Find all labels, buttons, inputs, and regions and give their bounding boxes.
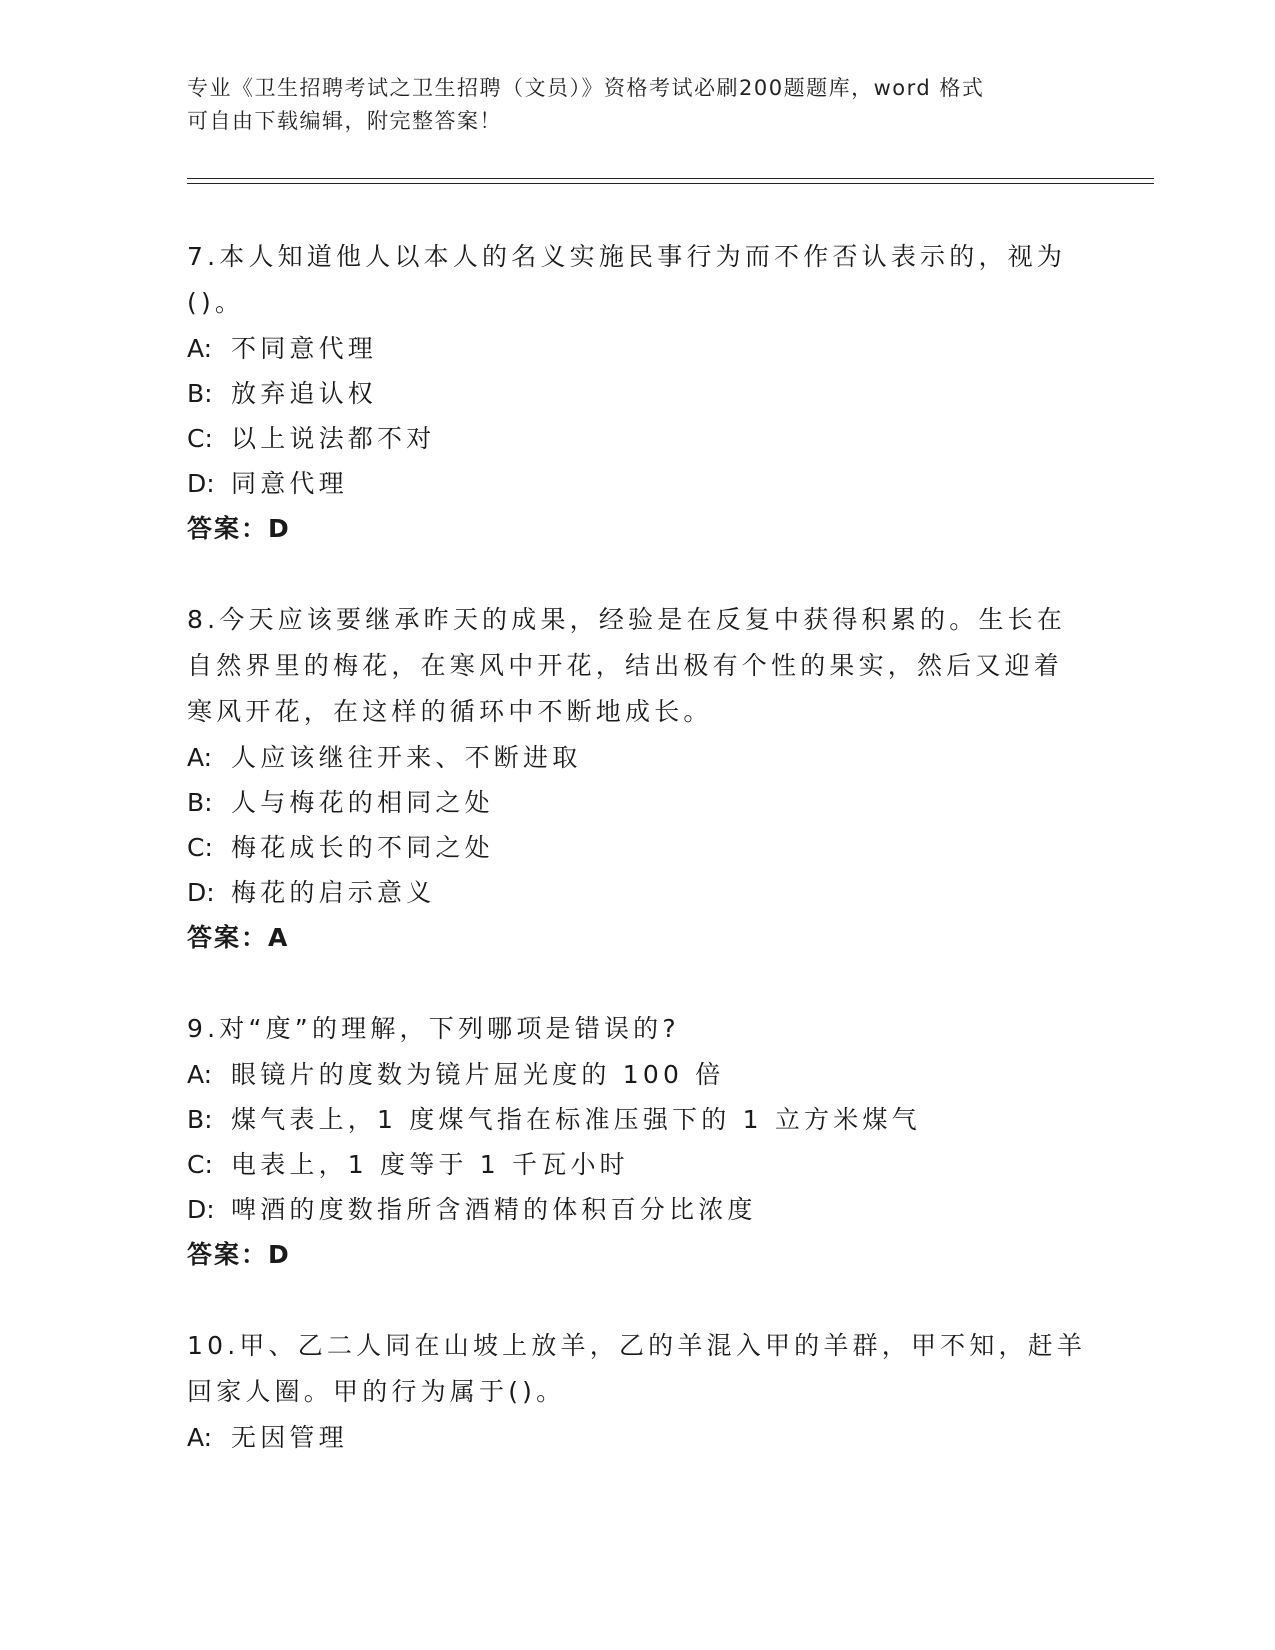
option-letter: A: — [187, 334, 213, 363]
option-d — [187, 1187, 1087, 1232]
option-letter: D: — [187, 1195, 215, 1224]
option-text: 眼镜片的度数为镜片屈光度的 100 倍 — [231, 1060, 725, 1089]
option-text: 煤气表上，1 度煤气指在标准压强下的 1 立方米煤气 — [231, 1105, 921, 1134]
option-d — [187, 870, 1087, 915]
header-line-2: 可自由下载编辑，附完整答案！ — [187, 109, 502, 133]
option-text: 以上说法都不对 — [231, 424, 436, 453]
option-b — [187, 780, 1087, 825]
answer: 答案：A — [187, 923, 290, 952]
option-text: 梅花成长的不同之处 — [231, 833, 494, 862]
option-letter: A: — [187, 743, 213, 772]
question-text: 9.对“度”的理解，下列哪项是错误的? — [187, 1014, 680, 1043]
answer: 答案：D — [187, 1240, 291, 1269]
option-c — [187, 825, 1087, 870]
header-divider-bottom — [187, 183, 1154, 184]
option-letter: C: — [187, 424, 213, 453]
option-b — [187, 371, 1087, 416]
option-text: 人应该继往开来、不断进取 — [231, 743, 582, 772]
option-letter: B: — [187, 788, 213, 817]
option-text: 无因管理 — [231, 1423, 348, 1452]
question-text: 10.甲、乙二人同在山坡上放羊，乙的羊混入甲的羊群，甲不知，赶羊回家人圈。甲的行为属于()。 — [187, 1331, 1087, 1406]
option-text: 啤酒的度数指所含酒精的体积百分比浓度 — [231, 1195, 757, 1224]
option-a — [187, 1415, 1087, 1460]
question-8 — [187, 597, 1087, 961]
option-b — [187, 1097, 1087, 1142]
header-divider-top — [187, 178, 1154, 179]
option-text: 电表上，1 度等于 1 千瓦小时 — [231, 1150, 629, 1179]
option-a — [187, 735, 1087, 780]
question-text: 7.本人知道他人以本人的名义实施民事行为而不作否认表示的，视为()。 — [187, 242, 1067, 317]
option-a — [187, 1052, 1087, 1097]
header-line-1: 专业《卫生招聘考试之卫生招聘（文员）》资格考试必刷200题题库，word 格式 — [187, 76, 985, 100]
question-list — [187, 234, 1087, 1505]
option-text: 放弃追认权 — [231, 379, 378, 408]
option-text: 同意代理 — [231, 469, 348, 498]
option-text: 梅花的启示意义 — [231, 878, 436, 907]
question-7 — [187, 234, 1087, 552]
question-9 — [187, 1006, 1087, 1278]
answer: 答案：D — [187, 514, 291, 543]
document-header — [187, 72, 1067, 138]
option-d — [187, 461, 1087, 506]
option-letter: D: — [187, 878, 215, 907]
option-letter: D: — [187, 469, 215, 498]
option-text: 不同意代理 — [231, 334, 378, 363]
option-a — [187, 326, 1087, 371]
question-10 — [187, 1323, 1087, 1460]
option-letter: B: — [187, 1105, 213, 1134]
option-c — [187, 416, 1087, 461]
option-letter: A: — [187, 1423, 213, 1452]
option-letter: A: — [187, 1060, 213, 1089]
option-letter: C: — [187, 833, 213, 862]
option-letter: C: — [187, 1150, 213, 1179]
option-letter: B: — [187, 379, 213, 408]
option-c — [187, 1142, 1087, 1187]
option-text: 人与梅花的相同之处 — [231, 788, 494, 817]
question-text: 8.今天应该要继承昨天的成果，经验是在反复中获得积累的。生长在自然界里的梅花，在寒风中开花，结出极有个性的果实，然后又迎着寒风开花，在这样的循环中不断地成长。 — [187, 605, 1067, 726]
